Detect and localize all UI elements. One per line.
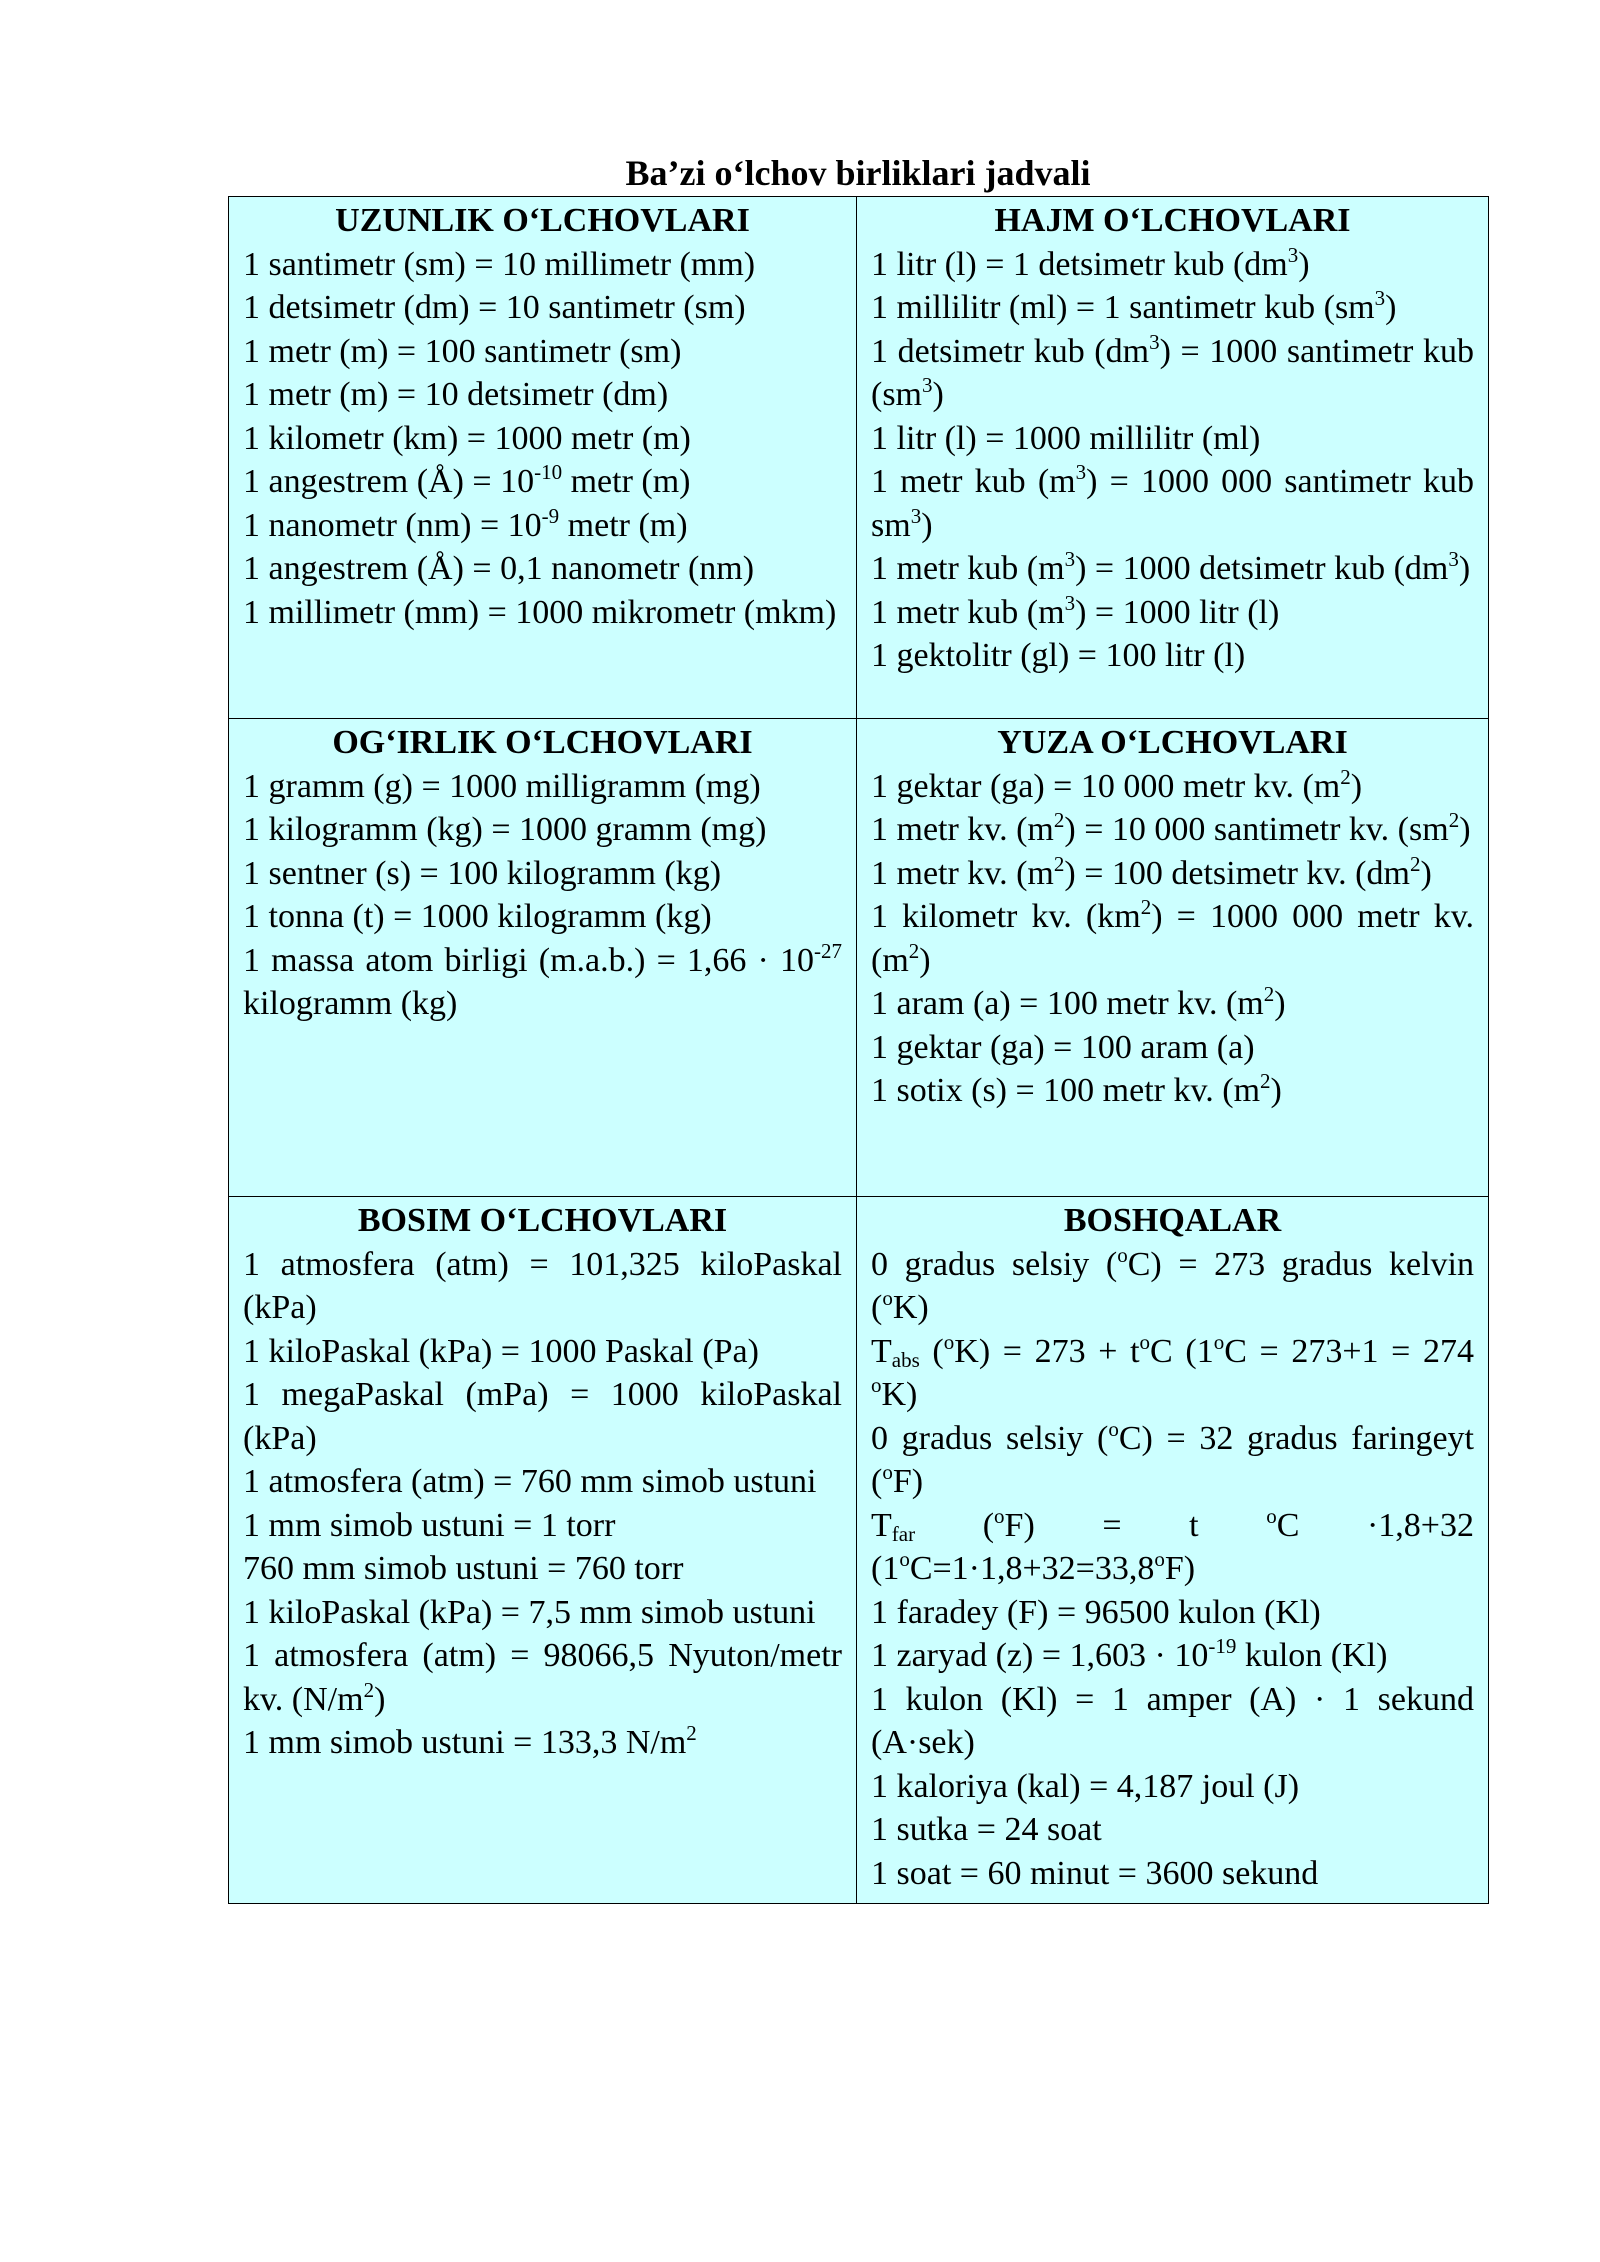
section-uzunlik bbox=[229, 197, 857, 719]
section-bosim bbox=[229, 1197, 857, 1904]
unit-line: $T_{abs}$ $(^oK) = 273 + t^oC$ ($1^oC = 273+1 = 274$ $^o$K) bbox=[871, 1329, 1475, 1413]
section-heading: OG‘IRLIK O‘LCHOVLARI bbox=[332, 724, 753, 761]
section-heading: YUZA O‘LCHOVLARI bbox=[997, 724, 1348, 761]
unit-line: 1 sentner (s) = 100 kilogramm (kg) bbox=[243, 854, 722, 892]
units-table bbox=[228, 196, 1489, 1904]
unit-line: 1 kilogramm (kg) = 1000 gramm (mg) bbox=[243, 811, 767, 848]
section-heading: HAJM O‘LCHOVLARI bbox=[994, 202, 1351, 239]
section-boshqalar bbox=[857, 1197, 1489, 1904]
unit-line: 1 atmosfera (atm) = 101,325 kiloPaskal (kPa) bbox=[243, 1245, 842, 1326]
unit-line: 1 metr kub $(m^3) = 1000$ detsimetr kub $(dm^3)$ bbox=[871, 547, 1471, 587]
section-hajm bbox=[857, 197, 1489, 719]
unit-line: 1 metr kub $(m^3) = 1000$ litr (l) bbox=[871, 590, 1280, 631]
unit-line: 1 atmosfera (atm) = 98066,5 Nyuton/metr kv. $(N/m^2)$ bbox=[243, 1637, 842, 1718]
unit-line: 760 mm simob ustuni = 760 torr bbox=[243, 1550, 684, 1587]
unit-line: 1 metr kv. $(m^2) = 10$ 000 santimetr kv. $(sm^2)$ bbox=[871, 808, 1471, 848]
unit-line: 1 detsimetr (dm) = 10 santimetr (sm) bbox=[243, 289, 746, 326]
unit-line: 0 gradus selsiy ($^o$C) = 273 gradus kelvin ($^o$K) bbox=[871, 1242, 1474, 1326]
unit-line: 1 detsimetr kub $(dm^3) = 1000$ santimetr kub $(sm^3)$ bbox=[871, 329, 1474, 413]
unit-line: $T_{far}$ ($^o$F) = t $^o$C ·1,8+32 $(1^oC=1\cdot 1,8+32=33,8^oF)$ bbox=[871, 1503, 1474, 1587]
unit-line: 1 sotix (s) = 100 metr kv. $(m^2)$ bbox=[871, 1069, 1282, 1109]
unit-line: 0 gradus selsiy ($^o$C) = 32 gradus faringeyt ($^o$F) bbox=[871, 1416, 1474, 1500]
section-heading: BOSHQALAR bbox=[1063, 1202, 1282, 1239]
unit-line: 1 megaPaskal (mPa) = 1000 kiloPaskal (kPa) bbox=[243, 1376, 842, 1457]
unit-line: 1 kiloPaskal (kPa) = 7,5 mm simob ustuni bbox=[243, 1593, 816, 1631]
unit-line: 1 sutka = 24 soat bbox=[871, 1811, 1102, 1848]
section-heading: UZUNLIK O‘LCHOVLARI bbox=[335, 202, 750, 239]
unit-line: 1 metr (m) = 100 santimetr (sm) bbox=[243, 332, 682, 370]
unit-line: 1 millilitr (ml) = 1 santimetr kub $(sm^3)$ bbox=[871, 286, 1397, 326]
unit-line: 1 metr kv. $(m^2) = 100$ detsimetr kv. $(dm^2)$ bbox=[871, 851, 1432, 892]
unit-line: 1 gektar (ga) = 100 aram (a) bbox=[871, 1028, 1255, 1066]
unit-line: 1 zaryad $(z) = 1,603 \cdot 10^{-19}$ kulon (Kl) bbox=[871, 1634, 1388, 1674]
unit-line: 1 kaloriya (kal) = 4,187 joul (J) bbox=[871, 1767, 1300, 1805]
unit-line: 1 gektolitr (gl) = 100 litr (l) bbox=[871, 637, 1246, 674]
unit-line: 1 atmosfera (atm) = 760 mm simob ustuni bbox=[243, 1463, 817, 1500]
unit-line: 1 mm simob ustuni = 133,3 $N/m^2$ bbox=[243, 1721, 697, 1761]
section-yuza bbox=[857, 719, 1489, 1197]
section-ogirlik bbox=[229, 719, 857, 1197]
unit-line: 1 angestrem (Å) = 0,1 nanometr (nm) bbox=[243, 550, 755, 587]
document-title: Ba’zi o‘lchov birliklari jadvali bbox=[625, 153, 1091, 193]
unit-line: 1 tonna (t) = 1000 kilogramm (kg) bbox=[243, 898, 712, 935]
unit-line: 1 litr (l) = 1 detsimetr kub $(dm^3)$ bbox=[871, 242, 1310, 283]
unit-line: 1 metr (m) = 10 detsimetr (dm) bbox=[243, 376, 669, 413]
unit-line: 1 millimetr (mm) = 1000 mikrometr (mkm) bbox=[243, 593, 837, 631]
unit-line: 1 angestrem (Å) = $10^{-10}$ metr (m) bbox=[243, 460, 691, 500]
section-heading: BOSIM O‘LCHOVLARI bbox=[357, 1202, 728, 1239]
unit-line: 1 nanometr $(nm) = 10^{-9}$ metr (m) bbox=[243, 503, 688, 544]
unit-line: 1 kilometr (km) = 1000 metr (m) bbox=[243, 419, 691, 457]
unit-line: 1 kiloPaskal (kPa) = 1000 Paskal (Pa) bbox=[243, 1332, 759, 1370]
unit-line: 1 kilometr kv. $(km^2) = 1000$ 000 metr kv. $(m^2)$ bbox=[871, 895, 1474, 979]
unit-line: 1 gramm (g) = 1000 milligramm (mg) bbox=[243, 767, 761, 805]
unit-line: 1 metr kub $(m^3) = 1000$ 000 santimetr kub $sm^3$) bbox=[871, 460, 1474, 544]
unit-line: 1 aram (a) = 100 metr kv. $(m^2)$ bbox=[871, 982, 1286, 1022]
unit-line: 1 faradey (F) = 96500 kulon (Kl) bbox=[871, 1593, 1321, 1631]
unit-line: 1 mm simob ustuni = 1 torr bbox=[243, 1506, 616, 1544]
unit-line: 1 santimetr (sm) = 10 millimetr (mm) bbox=[243, 245, 756, 283]
unit-line: 1 massa atom birligi $(m.a.b.) = 1,66 \cdot 10^{-27}$ kilogramm (kg) bbox=[243, 938, 842, 1022]
unit-line: 1 soat = 60 minut = 3600 sekund bbox=[871, 1854, 1319, 1892]
unit-line: 1 kulon (Kl) = 1 amper (A) · 1 sekund (A·sek) bbox=[871, 1680, 1474, 1761]
unit-line: 1 litr (l) = 1000 millilitr (ml) bbox=[871, 419, 1261, 457]
unit-line: 1 gektar (ga) = 10 000 metr kv. $(m^2)$ bbox=[871, 764, 1363, 805]
